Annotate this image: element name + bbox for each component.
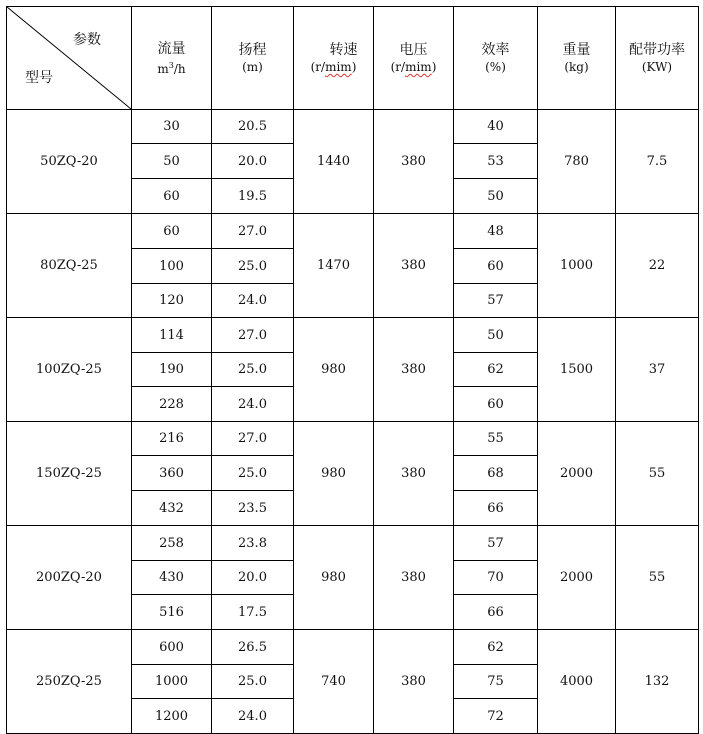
efficiency-cell: 62 — [454, 353, 538, 387]
head-cell: 25.0 — [212, 249, 294, 284]
head-cell: 26.5 — [212, 630, 294, 665]
speed-cell: 1470 — [294, 214, 374, 318]
flow-header-name: 流量 — [157, 40, 186, 57]
power-header-unit: (KW) — [641, 60, 673, 74]
speed-cell: 980 — [294, 318, 374, 422]
voltage-cell: 380 — [374, 422, 454, 526]
efficiency-header-name: 效率 — [481, 42, 510, 58]
weight-cell: 1500 — [538, 318, 616, 422]
head-cell: 24.0 — [212, 699, 294, 734]
weight-cell: 4000 — [538, 630, 616, 734]
efficiency-cell: 70 — [454, 561, 538, 595]
voltage-header-name: 电压 — [399, 42, 428, 58]
power-cell: 55 — [616, 422, 699, 526]
efficiency-cell: 62 — [454, 630, 538, 665]
flow-cell: 60 — [132, 179, 212, 214]
flow-header-unit: $m^3/h$ — [157, 60, 186, 76]
head-header-name: 扬程 — [238, 42, 267, 58]
efficiency-cell: 75 — [454, 665, 538, 699]
power-header-name: 配带功率 — [629, 42, 685, 58]
flow-cell: 360 — [132, 456, 212, 491]
head-cell: 24.0 — [212, 284, 294, 318]
weight-cell: 780 — [538, 110, 616, 214]
head-cell: 25.0 — [212, 665, 294, 699]
head-cell: 24.0 — [212, 387, 294, 422]
speed-cell: 980 — [294, 422, 374, 526]
weight-header-unit: (kg) — [564, 60, 589, 74]
corner-bottom-label: 型号 — [25, 70, 53, 86]
head-cell: 25.0 — [212, 353, 294, 387]
head-cell: 25.0 — [212, 456, 294, 491]
speed-cell: 740 — [294, 630, 374, 734]
efficiency-header — [454, 7, 538, 110]
head-cell: 27.0 — [212, 422, 294, 456]
weight-cell: 1000 — [538, 214, 616, 318]
diagonal-divider — [7, 7, 131, 109]
corner-top-label: 参数 — [73, 32, 101, 48]
model-cell: 100ZQ-25 — [7, 318, 132, 422]
model-cell: 50ZQ-20 — [7, 110, 132, 214]
flow-cell: 216 — [132, 422, 212, 456]
efficiency-cell: 72 — [454, 699, 538, 734]
flow-cell: 190 — [132, 353, 212, 387]
efficiency-cell: 40 — [454, 110, 538, 144]
model-cell: 200ZQ-20 — [7, 526, 132, 630]
power-header — [616, 7, 699, 110]
flow-cell: 516 — [132, 595, 212, 630]
speed-header — [294, 7, 374, 110]
table-row — [7, 110, 699, 144]
flow-cell: 258 — [132, 526, 212, 561]
head-header — [212, 7, 294, 110]
voltage-cell: 380 — [374, 318, 454, 422]
voltage-cell: 380 — [374, 526, 454, 630]
power-cell: 55 — [616, 526, 699, 630]
power-cell: 37 — [616, 318, 699, 422]
flow-cell: 1200 — [132, 699, 212, 734]
table-row — [7, 214, 699, 249]
power-cell: 7.5 — [616, 110, 699, 214]
head-cell: 19.5 — [212, 179, 294, 214]
flow-cell: 60 — [132, 214, 212, 249]
head-header-unit: (m) — [242, 60, 263, 74]
pump-spec-table — [6, 6, 699, 734]
weight-cell: 2000 — [538, 422, 616, 526]
head-cell: 20.0 — [212, 144, 294, 179]
speed-cell: 980 — [294, 526, 374, 630]
head-cell: 23.8 — [212, 526, 294, 561]
weight-header — [538, 7, 616, 110]
weight-header-name: 重量 — [562, 42, 591, 58]
efficiency-cell: 57 — [454, 526, 538, 561]
voltage-cell: 380 — [374, 214, 454, 318]
head-cell: 23.5 — [212, 491, 294, 526]
table-row — [7, 318, 699, 353]
weight-cell: 2000 — [538, 526, 616, 630]
efficiency-cell: 53 — [454, 144, 538, 179]
speed-header-unit: (r/mim) — [310, 60, 357, 74]
voltage-cell: 380 — [374, 630, 454, 734]
efficiency-cell: 48 — [454, 214, 538, 249]
flow-cell: 228 — [132, 387, 212, 422]
flow-header — [132, 7, 212, 110]
head-cell: 17.5 — [212, 595, 294, 630]
voltage-cell: 380 — [374, 110, 454, 214]
efficiency-cell: 66 — [454, 595, 538, 630]
head-cell: 20.5 — [212, 110, 294, 144]
efficiency-cell: 66 — [454, 491, 538, 526]
flow-cell: 114 — [132, 318, 212, 353]
table-row — [7, 630, 699, 665]
voltage-header-unit: (r/mim) — [390, 60, 437, 74]
efficiency-cell: 55 — [454, 422, 538, 456]
flow-cell: 30 — [132, 110, 212, 144]
corner-header-cell — [7, 7, 132, 110]
header-row — [7, 7, 699, 110]
flow-cell: 1000 — [132, 665, 212, 699]
table-row — [7, 526, 699, 561]
efficiency-cell: 60 — [454, 387, 538, 422]
model-cell: 150ZQ-25 — [7, 422, 132, 526]
speed-header-name: 转速 — [329, 42, 358, 58]
flow-cell: 430 — [132, 561, 212, 595]
efficiency-cell: 60 — [454, 249, 538, 284]
head-cell: 27.0 — [212, 214, 294, 249]
head-cell: 20.0 — [212, 561, 294, 595]
power-cell: 132 — [616, 630, 699, 734]
efficiency-cell: 57 — [454, 284, 538, 318]
flow-cell: 120 — [132, 284, 212, 318]
flow-cell: 50 — [132, 144, 212, 179]
flow-cell: 432 — [132, 491, 212, 526]
power-cell: 22 — [616, 214, 699, 318]
flow-cell: 100 — [132, 249, 212, 284]
model-cell: 250ZQ-25 — [7, 630, 132, 734]
speed-cell: 1440 — [294, 110, 374, 214]
model-cell: 80ZQ-25 — [7, 214, 132, 318]
table-row — [7, 422, 699, 456]
flow-cell: 600 — [132, 630, 212, 665]
efficiency-cell: 50 — [454, 179, 538, 214]
efficiency-cell: 68 — [454, 456, 538, 491]
voltage-header — [374, 7, 454, 110]
efficiency-cell: 50 — [454, 318, 538, 353]
head-cell: 27.0 — [212, 318, 294, 353]
efficiency-header-unit: (%) — [485, 60, 506, 74]
